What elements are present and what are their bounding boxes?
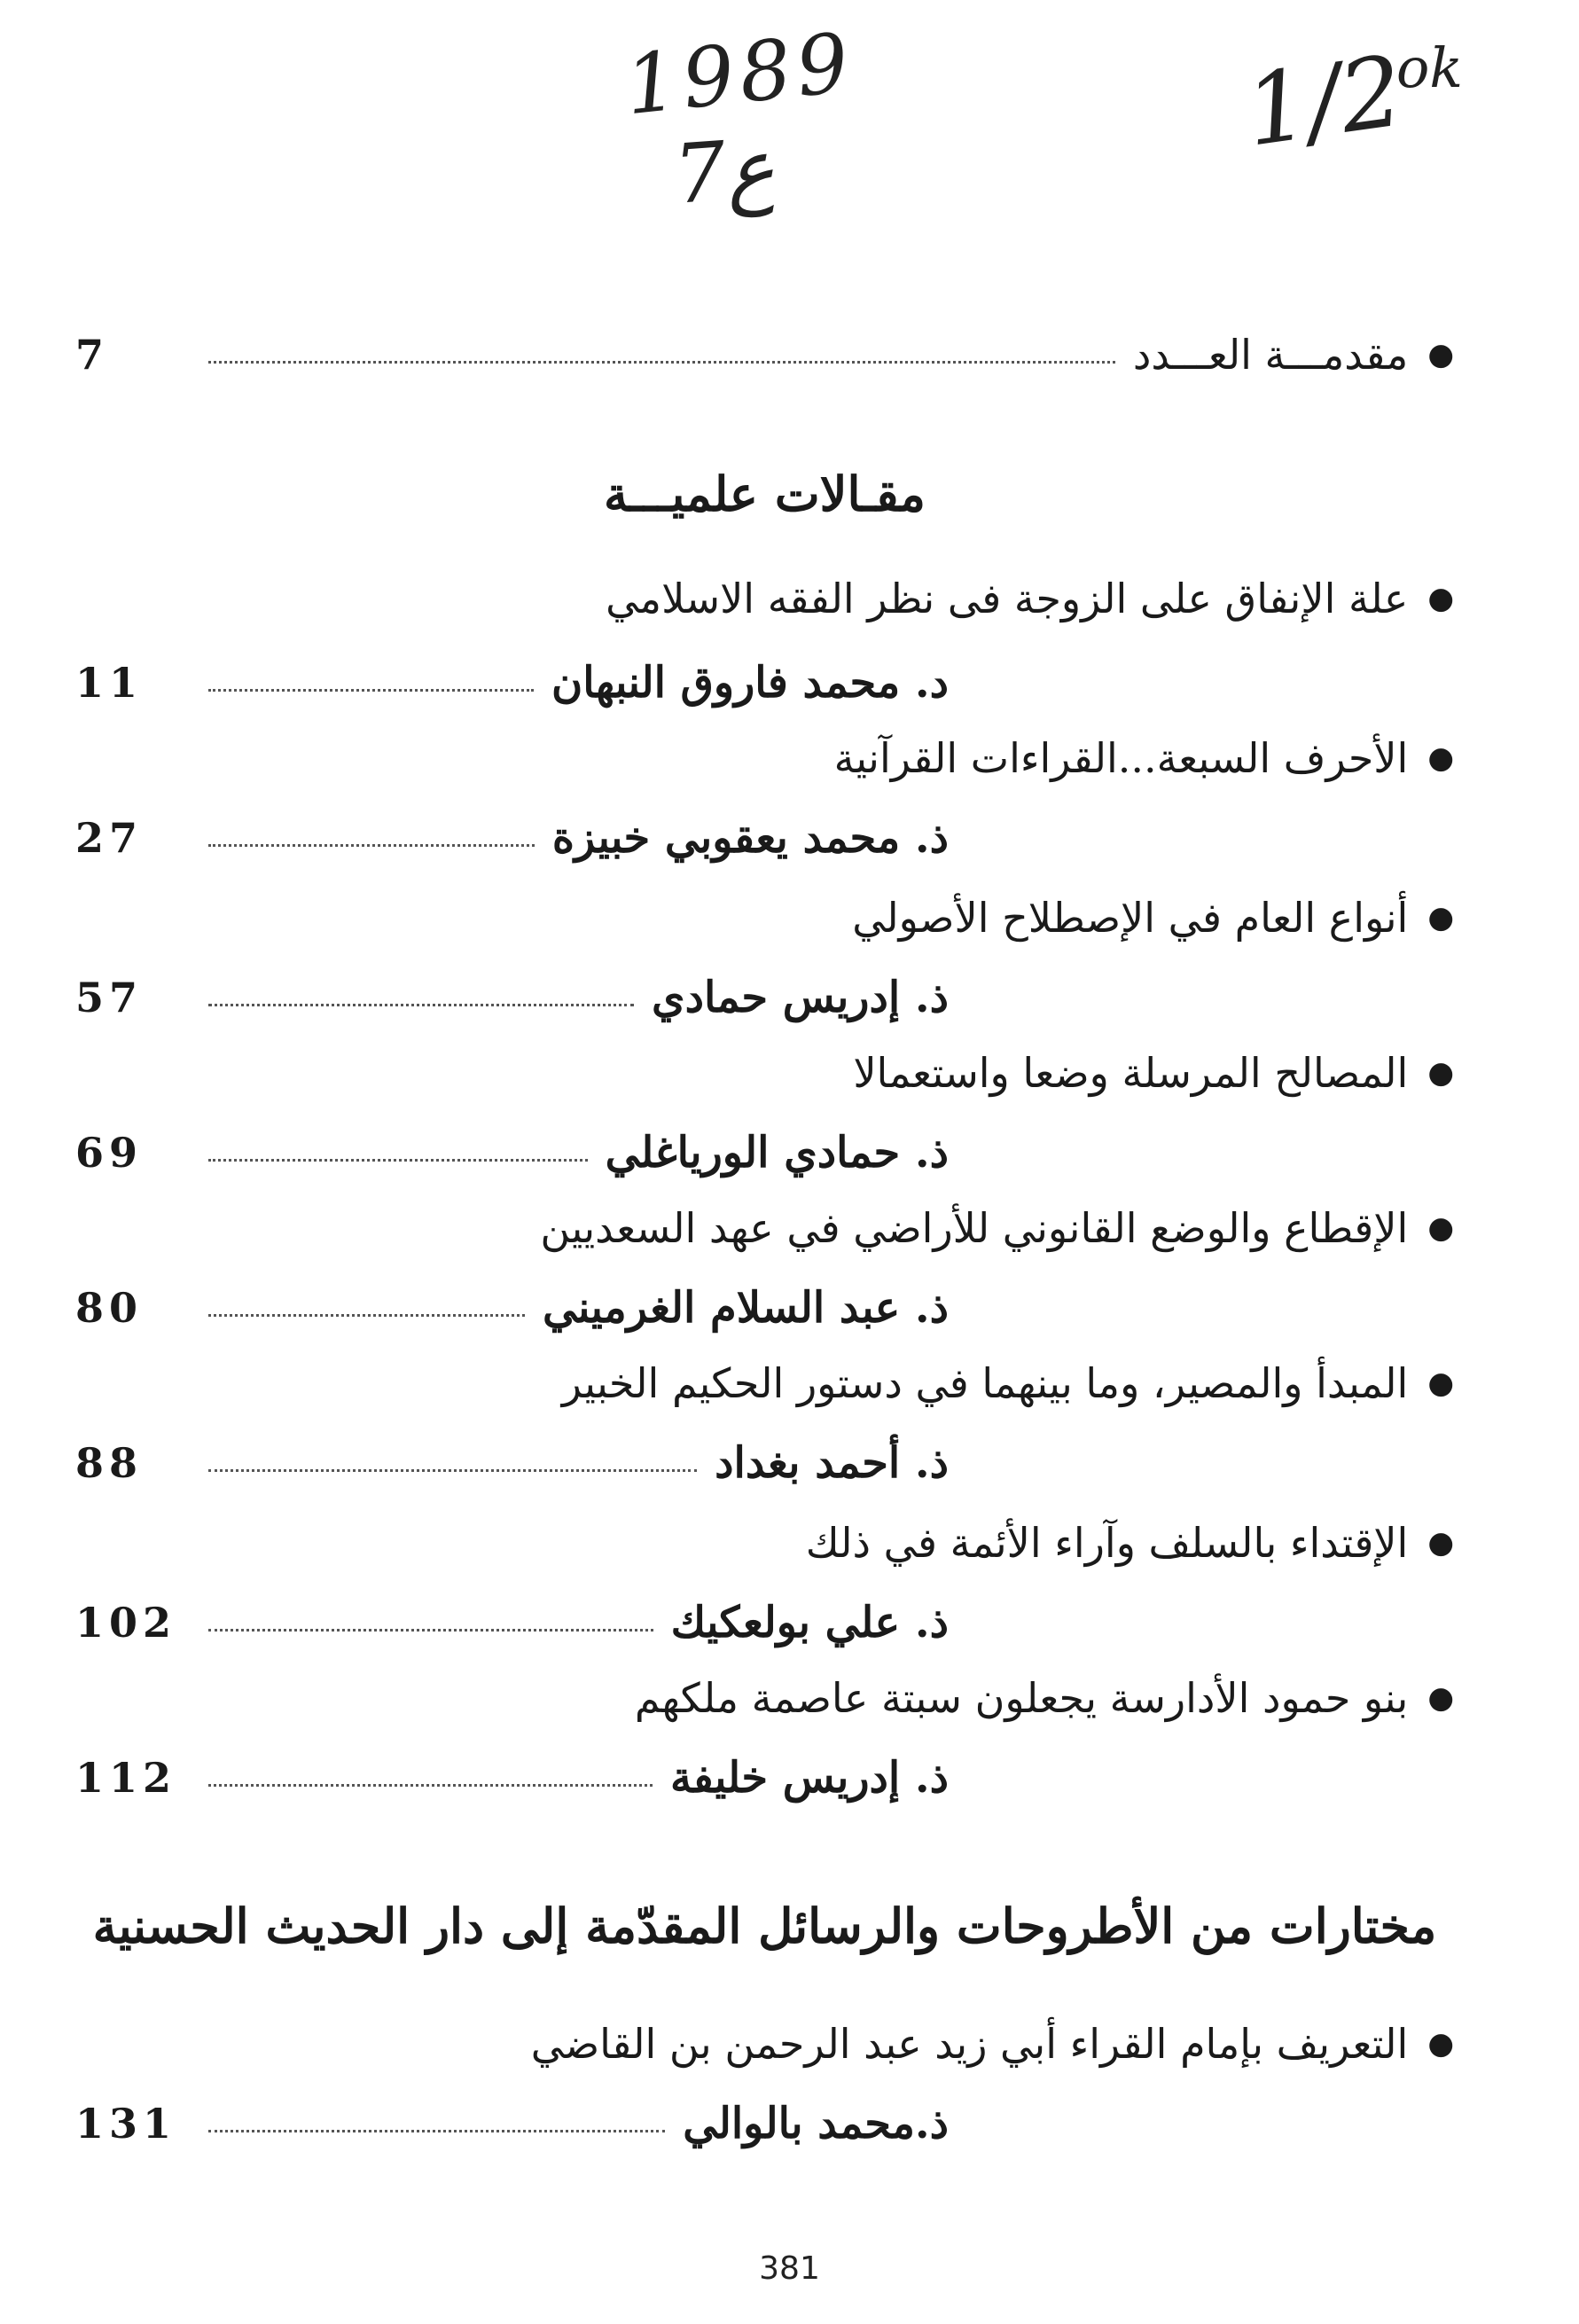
entry-title: الإقتداء بالسلف وآراء الأئمة في ذلك	[805, 1519, 1409, 1567]
bullet-icon: ●	[1427, 1055, 1454, 1091]
entry-author: ذ. إدريس خليفة	[669, 1753, 949, 1803]
toc-entry-author	[75, 647, 1454, 718]
leader-dots	[208, 1782, 653, 1787]
leader-dots	[208, 1312, 525, 1317]
toc-entry-author	[75, 962, 1454, 1033]
toc-entry-author	[75, 1742, 1454, 1813]
toc-entry-title	[75, 723, 1454, 794]
toc-entry-author	[75, 1117, 1454, 1188]
toc-entry-title	[75, 563, 1454, 634]
entry-page: 69	[75, 1129, 144, 1177]
entry-title: التعريف بإمام القراء أبي زيد عبد الرحمن بن القاضي	[530, 2020, 1409, 2068]
entry-title: مقدمـــة العـــدد	[1132, 331, 1409, 379]
entry-author: ذ. أحمد بغداد	[715, 1438, 949, 1488]
entry-title: المصالح المرسلة وضعا واستعمالا	[853, 1049, 1409, 1097]
entry-page: 102	[75, 1599, 177, 1647]
leader-dots	[208, 1002, 634, 1006]
entry-title: أنواع العام في الإصطلاح الأصولي	[852, 894, 1409, 942]
toc-entry-author	[75, 802, 1454, 873]
bullet-icon: ●	[1427, 1365, 1454, 1401]
toc-entry-author	[75, 1428, 1454, 1498]
toc-entry-title	[75, 2008, 1454, 2079]
handwritten-fraction: 1/2	[1238, 34, 1411, 168]
section-heading: مختارات من الأطروحات والرسائل المقدّمة إلى دار الحديث الحسنية	[92, 1898, 1437, 1954]
entry-page: 11	[75, 659, 144, 707]
toc-entry-title	[75, 1507, 1454, 1578]
leader-dots	[208, 842, 535, 847]
toc-entry-author	[75, 1272, 1454, 1343]
entry-page: 80	[75, 1284, 144, 1332]
bullet-icon: ●	[1427, 337, 1454, 372]
entry-author: ذ.محمد بالوالي	[683, 2099, 949, 2148]
bullet-icon: ●	[1427, 740, 1454, 776]
entry-page: 131	[75, 2100, 177, 2148]
toc-entry-title	[75, 1037, 1454, 1108]
bullet-icon: ●	[1427, 1210, 1454, 1246]
handwritten-volume: 7ع	[670, 121, 778, 223]
bullet-icon: ●	[1427, 1680, 1454, 1716]
bullet-icon: ●	[1427, 581, 1454, 616]
toc-entry-title	[75, 1193, 1454, 1264]
leader-dots	[208, 1627, 653, 1631]
toc-entry-author	[75, 1587, 1454, 1658]
entry-title: علة الإنفاق على الزوجة فى نظر الفقه الاسلامي	[606, 575, 1409, 622]
entry-page: 7	[75, 331, 110, 379]
entry-title: الإقطاع والوضع القانوني للأراضي في عهد السعديين	[540, 1204, 1409, 1252]
section-heading: مقـالات علميـــة	[604, 466, 926, 522]
entry-author: ذ. إدريس حمادي	[652, 973, 949, 1022]
toc-entry-title	[75, 1348, 1454, 1419]
entry-author: ذ. عبد السلام الغرميني	[543, 1283, 949, 1333]
entry-page: 112	[75, 1754, 177, 1802]
bullet-icon: ●	[1427, 1525, 1454, 1561]
page-number: 381	[759, 2250, 820, 2287]
toc-entry-intro	[75, 319, 1454, 390]
entry-page: 57	[75, 974, 144, 1021]
entry-title: الأحرف السبعة...القراءات القرآنية	[833, 734, 1409, 782]
leader-dots	[208, 1157, 588, 1162]
toc-entry-title	[75, 882, 1454, 953]
entry-title: بنو حمود الأدارسة يجعلون سبتة عاصمة ملكهم	[634, 1674, 1409, 1722]
leader-dots	[208, 687, 534, 692]
entry-author: ذ. محمد يعقوبي خبيزة	[551, 813, 949, 863]
entry-title: المبدأ والمصير، وما بينهما في دستور الحكيم الخبير	[561, 1359, 1409, 1407]
entry-page: 88	[75, 1439, 144, 1487]
leader-dots	[208, 2128, 665, 2132]
entry-author: ذ. حمادي الورياغلي	[605, 1128, 949, 1178]
leader-dots	[208, 359, 1115, 364]
toc-entry-author	[75, 2088, 1454, 2159]
entry-page: 27	[75, 814, 144, 862]
entry-author: ذ. علي بولعكيك	[670, 1598, 949, 1647]
leader-dots	[208, 1467, 697, 1472]
entry-author: د. محمد فاروق النبهان	[551, 658, 949, 708]
handwritten-year: 1989	[621, 14, 859, 134]
bullet-icon: ●	[1427, 900, 1454, 935]
toc-entry-title	[75, 1663, 1454, 1733]
handwritten-mark: ok	[1396, 35, 1463, 100]
bullet-icon: ●	[1427, 2026, 1454, 2062]
